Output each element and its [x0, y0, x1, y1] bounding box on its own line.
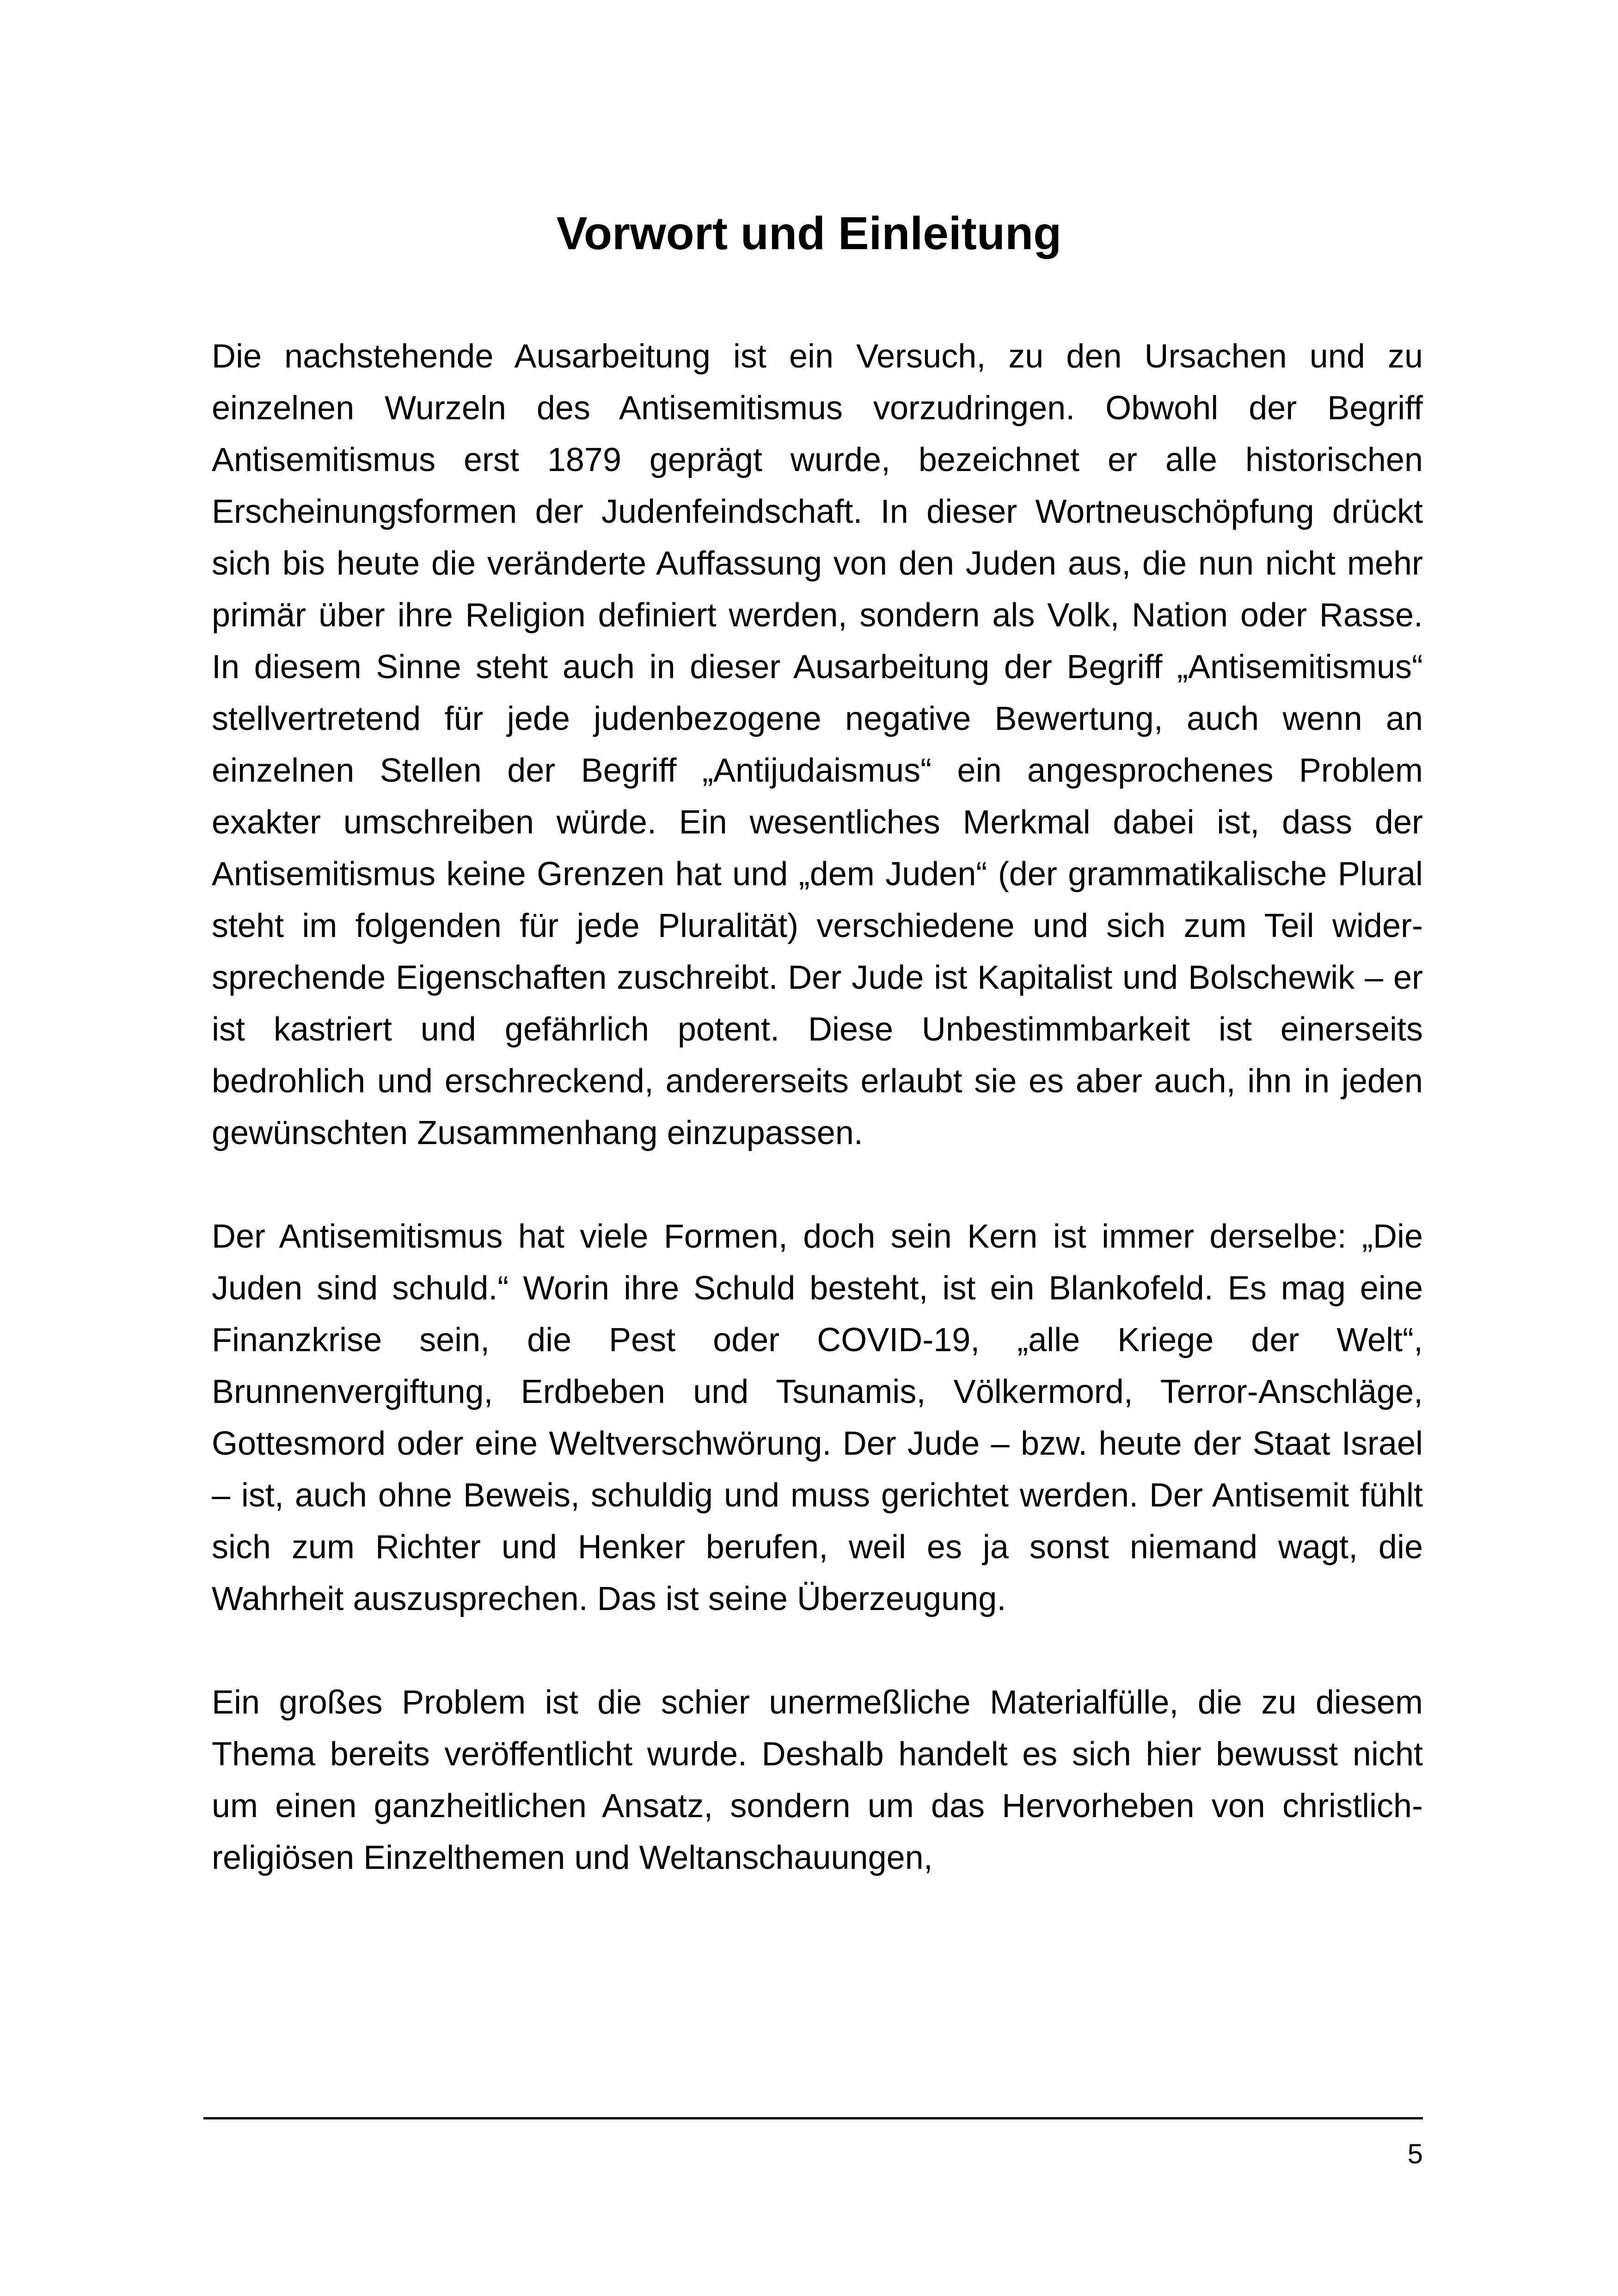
paragraph-1: Die nachstehende Ausarbeitung ist ein Versuch, zu den Ursachen und zu einzelnen Wurzeln des Antisemitismus vorzudringen. Obwohl der Begriff Antisemitismus erst 1879 geprägt wurde, bezeichnet er alle historischen Erscheinungsformen der Judenfeindschaft. In dieser Wortneuschöpfung drückt sich bis heute die veränderte Auffassung von den Juden aus, die nun nicht mehr primär über ihre Religion definiert werden, sondern als Volk, Nation oder Rasse. In diesem Sinne steht auch in dieser Ausarbeitung der Begriff „Antisemitismus“ stellvertretend für jede judenbezogene negative Bewertung, auch wenn an einzelnen Stellen der Begriff „Antijudaismus“ ein angesprochenes Problem exakter umschreiben würde. Ein wesentliches Merkmal dabei ist, dass der Antisemitismus keine Grenzen hat und „dem Juden“ (der grammatikalische Plural steht im folgenden für jede Pluralität) verschiedene und sich zum Teil widersprechende Eigenschaften zuschreibt. Der Jude ist Kapitalist und Bolschewik – er ist kastriert und gefährlich potent. Diese Unbestimmbarkeit ist einerseits bedrohlich und erschreckend, andererseits erlaubt sie es aber auch, ihn in jeden gewünschten Zusammenhang einzupassen. — [212, 338, 1423, 1151]
footer-divider — [203, 2117, 1423, 2119]
page-number: 5 — [1407, 2138, 1423, 2169]
paragraph-3: Ein großes Problem ist die schier unermeßliche Materialfülle, die zu diesem Thema bereits veröffentlicht wurde. Deshalb handelt es sich hier bewusst nicht um einen ganzheitlichen Ansatz, sondern um das Hervorheben von christlich-religiösen Einzelthemen und Weltanschauungen, — [212, 1684, 1423, 1876]
page-title: Vorwort und Einleitung — [556, 208, 1062, 259]
body-text — [212, 331, 1423, 1884]
paragraph-2: Der Antisemitismus hat viele Formen, doch sein Kern ist immer derselbe: „Die Juden sind schuld.“ Worin ihre Schuld besteht, ist ein Blankofeld. Es mag eine Finanzkrise sein, die Pest oder COVID-19, „alle Kriege der Welt“, Brunnenvergiftung, Erdbeben und Tsunamis, Völkermord, Terror-Anschläge, Gottesmord oder eine Weltverschwörung. Der Jude – bzw. heute der Staat Israel – ist, auch ohne Beweis, schuldig und muss gerichtet werden. Der Antisemit fühlt sich zum Richter und Henker berufen, weil es ja sonst niemand wagt, die Wahrheit auszusprechen. Das ist seine Überzeugung. — [212, 1218, 1423, 1617]
